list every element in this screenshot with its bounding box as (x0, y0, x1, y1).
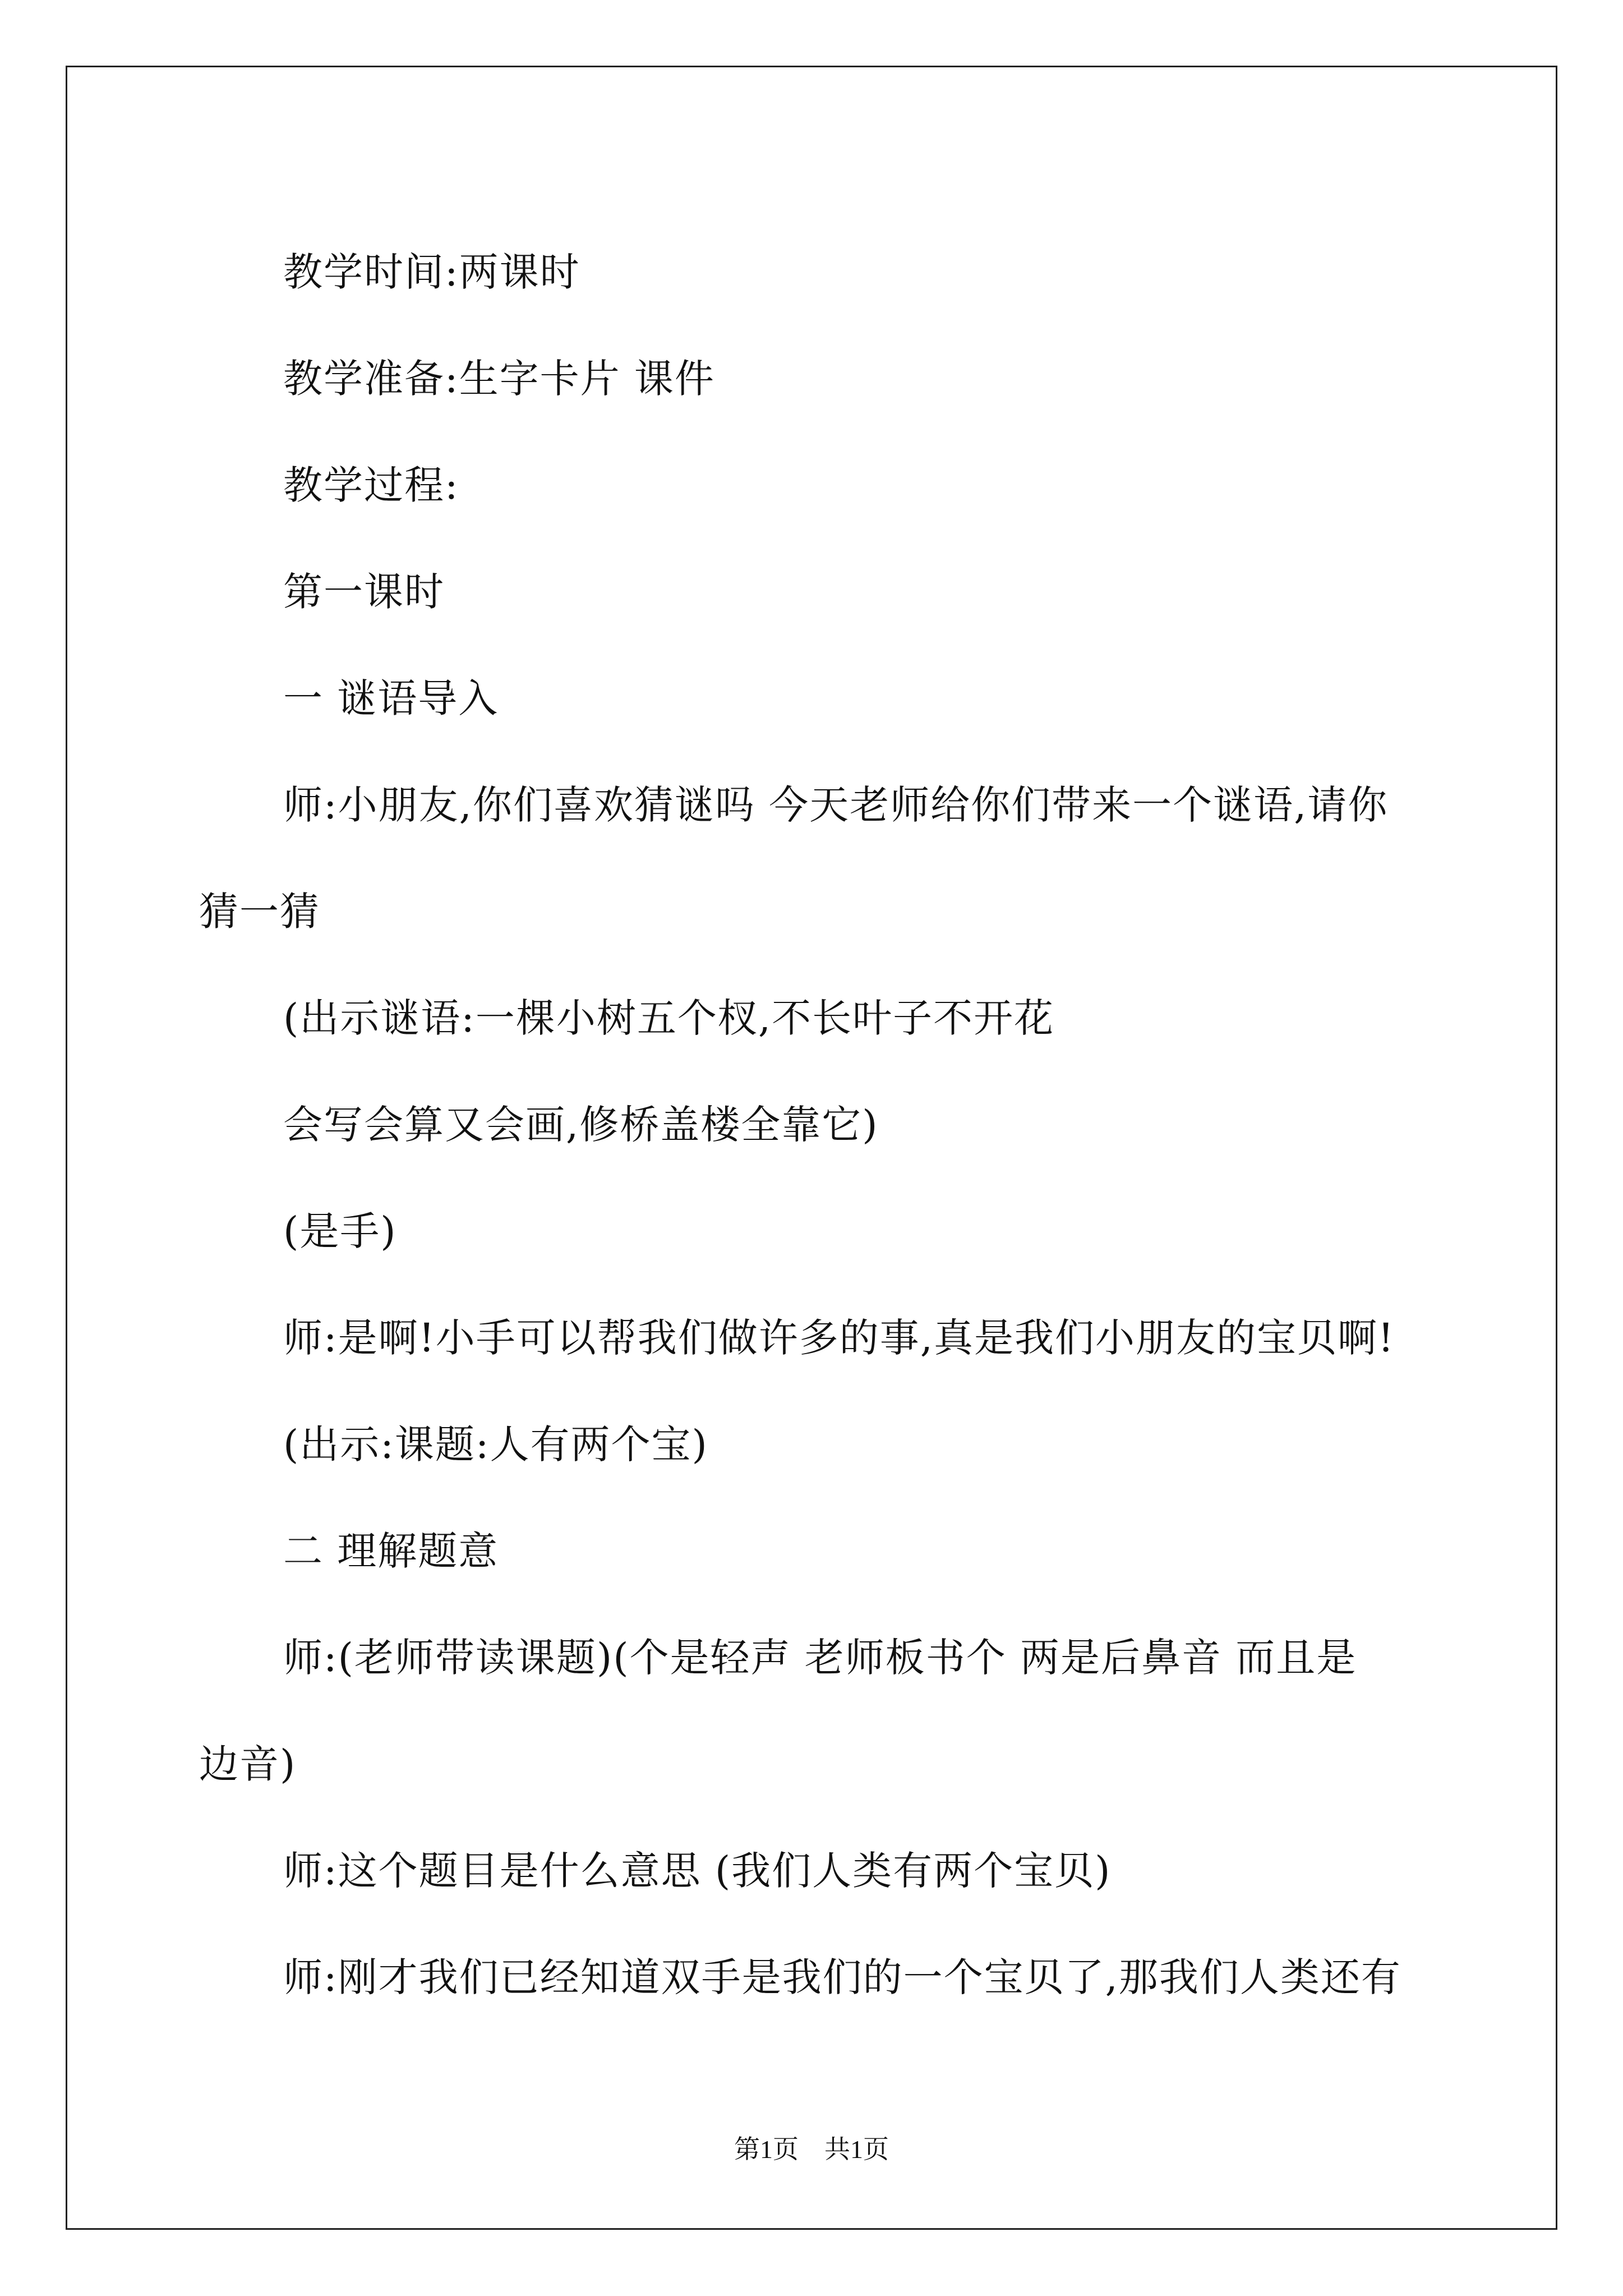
paragraph: 师:小朋友,你们喜欢猜谜吗 今天老师给你们带来一个谜语,请你 猜一猜 (199, 752, 1433, 965)
paragraph: 第一课时 (283, 569, 445, 615)
section-heading: 一 谜语导入 (283, 675, 499, 721)
paragraph: 师:(老师带读课题)(个是轻声 老师板书个 两是后鼻音 而且是 边音) (199, 1604, 1433, 1818)
document-body (199, 219, 1433, 2031)
paragraph: 师:这个题目是什么意思 (我们人类有两个宝贝) (283, 1848, 1112, 1894)
paragraph: 师:刚才我们已经知道双手是我们的一个宝贝了,那我们人类还有 (283, 1954, 1401, 2000)
paragraph-continuation: 猜一猜 (199, 889, 320, 935)
section-heading: 二 理解题意 (283, 1528, 499, 1574)
paragraph-continuation: 边音) (199, 1741, 297, 1787)
paragraph: 教学准备:生字卡片 课件 (283, 356, 715, 402)
paragraph: 教学过程: (283, 462, 459, 508)
paragraph: 会写会算又会画,修桥盖楼全靠它) (283, 1102, 879, 1148)
paragraph: 师:是啊!小手可以帮我们做许多的事,真是我们小朋友的宝贝啊! (283, 1315, 1395, 1361)
paragraph: (是手) (283, 1208, 397, 1254)
page-number-footer: 第1页 共1页 (734, 2135, 889, 2164)
paragraph: 教学时间:两课时 (283, 249, 580, 295)
paragraph: (出示谜语:一棵小树五个杈,不长叶子不开花 (283, 995, 1055, 1041)
paragraph: (出示:课题:人有两个宝) (283, 1421, 708, 1467)
